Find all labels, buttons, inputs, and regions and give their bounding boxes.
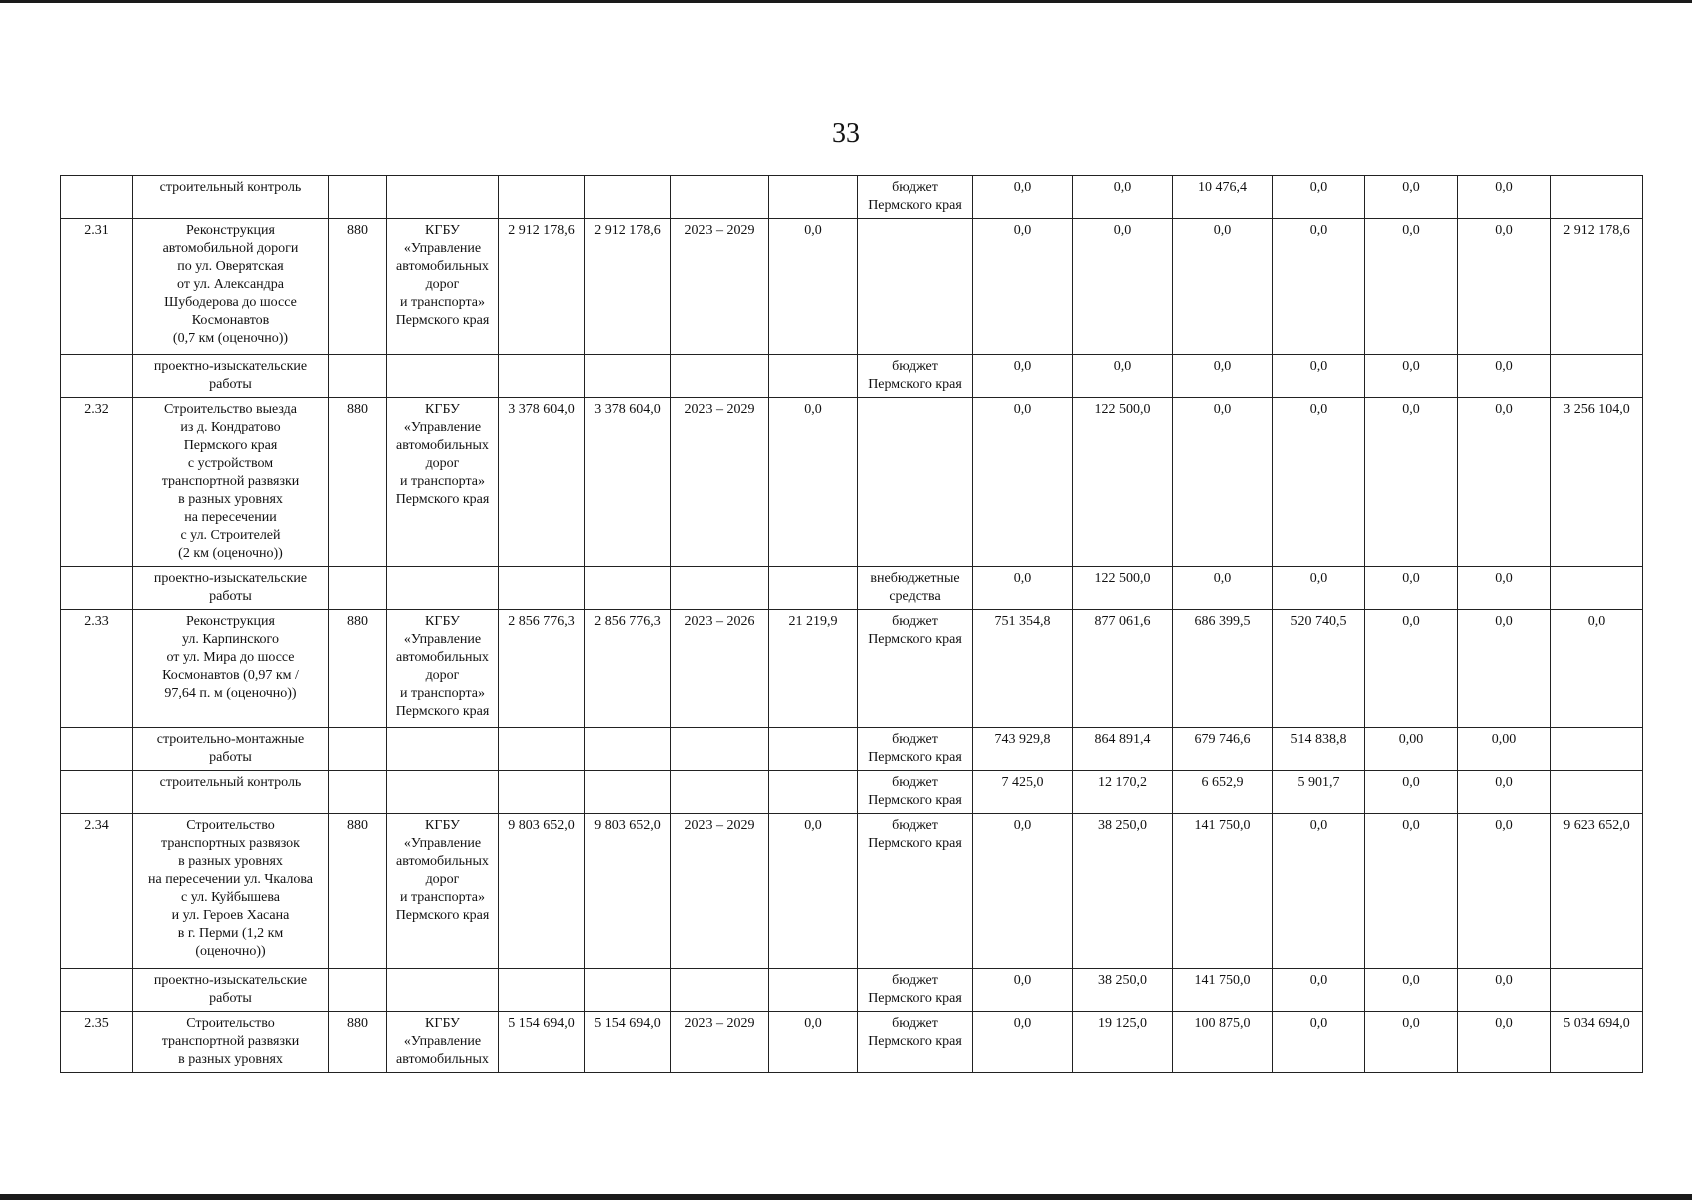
period-cell: 2023 – 2026 xyxy=(671,610,769,728)
cost-program-cell: 5 154 694,0 xyxy=(585,1012,671,1073)
organization-cell xyxy=(387,771,499,814)
funding-source-cell: бюджет Пермского края xyxy=(858,176,973,219)
year-5-cell: 0,0 xyxy=(1365,567,1458,610)
year-5-cell: 0,0 xyxy=(1365,398,1458,567)
item-name-cell: строительный контроль xyxy=(133,771,329,814)
year-6-cell: 0,0 xyxy=(1458,1012,1551,1073)
row-number-cell: 2.31 xyxy=(61,219,133,355)
after-period-cell xyxy=(1551,355,1643,398)
year-6-cell: 0,0 xyxy=(1458,969,1551,1012)
year-5-cell: 0,0 xyxy=(1365,610,1458,728)
cost-before-cell xyxy=(769,355,858,398)
table-row xyxy=(61,814,1643,969)
cost-before-cell xyxy=(769,969,858,1012)
item-name-cell: строительный контроль xyxy=(133,176,329,219)
cost-program-cell xyxy=(585,969,671,1012)
year-6-cell: 0,0 xyxy=(1458,398,1551,567)
period-cell xyxy=(671,728,769,771)
year-4-cell: 5 901,7 xyxy=(1273,771,1365,814)
table-row xyxy=(61,355,1643,398)
period-cell: 2023 – 2029 xyxy=(671,398,769,567)
item-name-cell: Строительство транспортной развязки в разных уровнях xyxy=(133,1012,329,1073)
table-row xyxy=(61,969,1643,1012)
year-6-cell: 0,0 xyxy=(1458,219,1551,355)
year-3-cell: 0,0 xyxy=(1173,567,1273,610)
year-2-cell: 38 250,0 xyxy=(1073,969,1173,1012)
after-period-cell: 0,0 xyxy=(1551,610,1643,728)
row-number-cell xyxy=(61,567,133,610)
code-cell: 880 xyxy=(329,1012,387,1073)
code-cell: 880 xyxy=(329,610,387,728)
cost-before-cell: 0,0 xyxy=(769,814,858,969)
code-cell: 880 xyxy=(329,219,387,355)
funding-source-cell: бюджет Пермского края xyxy=(858,969,973,1012)
table-row xyxy=(61,1012,1643,1073)
cost-total-cell: 2 912 178,6 xyxy=(499,219,585,355)
table-row xyxy=(61,567,1643,610)
year-2-cell: 38 250,0 xyxy=(1073,814,1173,969)
year-6-cell: 0,0 xyxy=(1458,567,1551,610)
item-name-cell: проектно-изыскательские работы xyxy=(133,567,329,610)
year-3-cell: 141 750,0 xyxy=(1173,969,1273,1012)
year-5-cell: 0,0 xyxy=(1365,176,1458,219)
funding-source-cell: бюджет Пермского края xyxy=(858,1012,973,1073)
code-cell xyxy=(329,176,387,219)
code-cell: 880 xyxy=(329,814,387,969)
year-4-cell: 520 740,5 xyxy=(1273,610,1365,728)
cost-program-cell xyxy=(585,728,671,771)
after-period-cell: 3 256 104,0 xyxy=(1551,398,1643,567)
year-4-cell: 0,0 xyxy=(1273,567,1365,610)
year-6-cell: 0,00 xyxy=(1458,728,1551,771)
organization-cell: КГБУ «Управление автомобильных дорог и транспорта» Пермского края xyxy=(387,398,499,567)
cost-total-cell xyxy=(499,771,585,814)
year-4-cell: 0,0 xyxy=(1273,814,1365,969)
organization-cell: КГБУ «Управление автомобильных дорог и транспорта» Пермского края xyxy=(387,610,499,728)
after-period-cell: 9 623 652,0 xyxy=(1551,814,1643,969)
table-row xyxy=(61,398,1643,567)
cost-total-cell xyxy=(499,969,585,1012)
row-number-cell: 2.34 xyxy=(61,814,133,969)
year-4-cell: 0,0 xyxy=(1273,1012,1365,1073)
year-3-cell: 686 399,5 xyxy=(1173,610,1273,728)
table-row xyxy=(61,176,1643,219)
year-5-cell: 0,0 xyxy=(1365,771,1458,814)
after-period-cell xyxy=(1551,969,1643,1012)
period-cell xyxy=(671,567,769,610)
year-4-cell: 0,0 xyxy=(1273,355,1365,398)
item-name-cell: Строительство выезда из д. Кондратово Пермского края с устройством транспортной развязки в разных уровнях на пересечении с ул. Строителей (2 км (оценочно)) xyxy=(133,398,329,567)
year-1-cell: 0,0 xyxy=(973,1012,1073,1073)
item-name-cell: Строительство транспортных развязок в разных уровнях на пересечении ул. Чкалова с ул. Куйбышева и ул. Героев Хасана в г. Перми (1,2 км (оценочно)) xyxy=(133,814,329,969)
cost-program-cell xyxy=(585,771,671,814)
funding-source-cell: бюджет Пермского края xyxy=(858,814,973,969)
cost-before-cell xyxy=(769,567,858,610)
year-1-cell: 0,0 xyxy=(973,176,1073,219)
organization-cell xyxy=(387,969,499,1012)
year-3-cell: 0,0 xyxy=(1173,355,1273,398)
year-5-cell: 0,0 xyxy=(1365,219,1458,355)
cost-program-cell: 9 803 652,0 xyxy=(585,814,671,969)
scan-edge-top xyxy=(0,0,1692,3)
organization-cell xyxy=(387,355,499,398)
cost-before-cell: 0,0 xyxy=(769,398,858,567)
funding-source-cell: бюджет Пермского края xyxy=(858,610,973,728)
year-2-cell: 0,0 xyxy=(1073,219,1173,355)
code-cell xyxy=(329,728,387,771)
year-3-cell: 0,0 xyxy=(1173,219,1273,355)
code-cell: 880 xyxy=(329,398,387,567)
year-3-cell: 141 750,0 xyxy=(1173,814,1273,969)
table-row xyxy=(61,728,1643,771)
period-cell xyxy=(671,771,769,814)
year-6-cell: 0,0 xyxy=(1458,814,1551,969)
funding-source-cell: бюджет Пермского края xyxy=(858,771,973,814)
cost-total-cell xyxy=(499,728,585,771)
year-3-cell: 6 652,9 xyxy=(1173,771,1273,814)
row-number-cell xyxy=(61,355,133,398)
row-number-cell xyxy=(61,771,133,814)
cost-before-cell xyxy=(769,771,858,814)
table-row xyxy=(61,610,1643,728)
year-1-cell: 7 425,0 xyxy=(973,771,1073,814)
year-2-cell: 19 125,0 xyxy=(1073,1012,1173,1073)
cost-before-cell: 21 219,9 xyxy=(769,610,858,728)
cost-program-cell xyxy=(585,176,671,219)
cost-program-cell: 3 378 604,0 xyxy=(585,398,671,567)
year-3-cell: 679 746,6 xyxy=(1173,728,1273,771)
year-5-cell: 0,0 xyxy=(1365,814,1458,969)
cost-program-cell: 2 912 178,6 xyxy=(585,219,671,355)
organization-cell xyxy=(387,567,499,610)
after-period-cell xyxy=(1551,728,1643,771)
year-6-cell: 0,0 xyxy=(1458,771,1551,814)
year-2-cell: 12 170,2 xyxy=(1073,771,1173,814)
year-5-cell: 0,0 xyxy=(1365,1012,1458,1073)
year-2-cell: 864 891,4 xyxy=(1073,728,1173,771)
organization-cell xyxy=(387,176,499,219)
row-number-cell xyxy=(61,728,133,771)
cost-before-cell: 0,0 xyxy=(769,1012,858,1073)
row-number-cell: 2.33 xyxy=(61,610,133,728)
cost-total-cell xyxy=(499,567,585,610)
year-2-cell: 0,0 xyxy=(1073,355,1173,398)
scan-edge-bottom xyxy=(0,1194,1692,1200)
year-4-cell: 0,0 xyxy=(1273,398,1365,567)
code-cell xyxy=(329,969,387,1012)
cost-program-cell: 2 856 776,3 xyxy=(585,610,671,728)
item-name-cell: строительно-монтажные работы xyxy=(133,728,329,771)
year-1-cell: 0,0 xyxy=(973,355,1073,398)
organization-cell: КГБУ «Управление автомобильных xyxy=(387,1012,499,1073)
year-1-cell: 751 354,8 xyxy=(973,610,1073,728)
after-period-cell: 5 034 694,0 xyxy=(1551,1012,1643,1073)
year-1-cell: 0,0 xyxy=(973,969,1073,1012)
item-name-cell: проектно-изыскательские работы xyxy=(133,969,329,1012)
year-6-cell: 0,0 xyxy=(1458,176,1551,219)
cost-total-cell: 2 856 776,3 xyxy=(499,610,585,728)
after-period-cell xyxy=(1551,771,1643,814)
row-number-cell: 2.35 xyxy=(61,1012,133,1073)
table-row xyxy=(61,219,1643,355)
year-5-cell: 0,0 xyxy=(1365,969,1458,1012)
year-4-cell: 514 838,8 xyxy=(1273,728,1365,771)
period-cell: 2023 – 2029 xyxy=(671,1012,769,1073)
organization-cell: КГБУ «Управление автомобильных дорог и транспорта» Пермского края xyxy=(387,219,499,355)
year-3-cell: 10 476,4 xyxy=(1173,176,1273,219)
year-2-cell: 877 061,6 xyxy=(1073,610,1173,728)
year-5-cell: 0,00 xyxy=(1365,728,1458,771)
year-1-cell: 0,0 xyxy=(973,567,1073,610)
year-1-cell: 0,0 xyxy=(973,398,1073,567)
year-2-cell: 122 500,0 xyxy=(1073,567,1173,610)
organization-cell xyxy=(387,728,499,771)
year-5-cell: 0,0 xyxy=(1365,355,1458,398)
year-3-cell: 0,0 xyxy=(1173,398,1273,567)
code-cell xyxy=(329,771,387,814)
code-cell xyxy=(329,567,387,610)
cost-total-cell: 3 378 604,0 xyxy=(499,398,585,567)
after-period-cell: 2 912 178,6 xyxy=(1551,219,1643,355)
funding-source-cell: внебюджетные средства xyxy=(858,567,973,610)
year-2-cell: 0,0 xyxy=(1073,176,1173,219)
funding-source-cell xyxy=(858,219,973,355)
period-cell xyxy=(671,969,769,1012)
cost-before-cell xyxy=(769,176,858,219)
period-cell xyxy=(671,176,769,219)
table-row xyxy=(61,771,1643,814)
year-3-cell: 100 875,0 xyxy=(1173,1012,1273,1073)
year-6-cell: 0,0 xyxy=(1458,610,1551,728)
year-1-cell: 743 929,8 xyxy=(973,728,1073,771)
funding-source-cell: бюджет Пермского края xyxy=(858,355,973,398)
row-number-cell xyxy=(61,969,133,1012)
cost-before-cell xyxy=(769,728,858,771)
cost-total-cell: 9 803 652,0 xyxy=(499,814,585,969)
item-name-cell: проектно-изыскательские работы xyxy=(133,355,329,398)
cost-program-cell xyxy=(585,355,671,398)
after-period-cell xyxy=(1551,176,1643,219)
year-4-cell: 0,0 xyxy=(1273,176,1365,219)
year-4-cell: 0,0 xyxy=(1273,969,1365,1012)
item-name-cell: Реконструкция ул. Карпинского от ул. Мира до шоссе Космонавтов (0,97 км / 97,64 п. м (оценочно)) xyxy=(133,610,329,728)
row-number-cell: 2.32 xyxy=(61,398,133,567)
budget-table xyxy=(60,175,1643,1073)
page-number: 33 xyxy=(832,118,860,149)
year-1-cell: 0,0 xyxy=(973,814,1073,969)
after-period-cell xyxy=(1551,567,1643,610)
cost-before-cell: 0,0 xyxy=(769,219,858,355)
cost-total-cell xyxy=(499,176,585,219)
year-6-cell: 0,0 xyxy=(1458,355,1551,398)
funding-source-cell xyxy=(858,398,973,567)
funding-source-cell: бюджет Пермского края xyxy=(858,728,973,771)
code-cell xyxy=(329,355,387,398)
item-name-cell: Реконструкция автомобильной дороги по ул. Оверятская от ул. Александра Шубодерова до шоссе Космонавтов (0,7 км (оценочно)) xyxy=(133,219,329,355)
year-1-cell: 0,0 xyxy=(973,219,1073,355)
year-2-cell: 122 500,0 xyxy=(1073,398,1173,567)
period-cell xyxy=(671,355,769,398)
year-4-cell: 0,0 xyxy=(1273,219,1365,355)
cost-total-cell xyxy=(499,355,585,398)
organization-cell: КГБУ «Управление автомобильных дорог и транспорта» Пермского края xyxy=(387,814,499,969)
period-cell: 2023 – 2029 xyxy=(671,219,769,355)
cost-total-cell: 5 154 694,0 xyxy=(499,1012,585,1073)
cost-program-cell xyxy=(585,567,671,610)
row-number-cell xyxy=(61,176,133,219)
period-cell: 2023 – 2029 xyxy=(671,814,769,969)
